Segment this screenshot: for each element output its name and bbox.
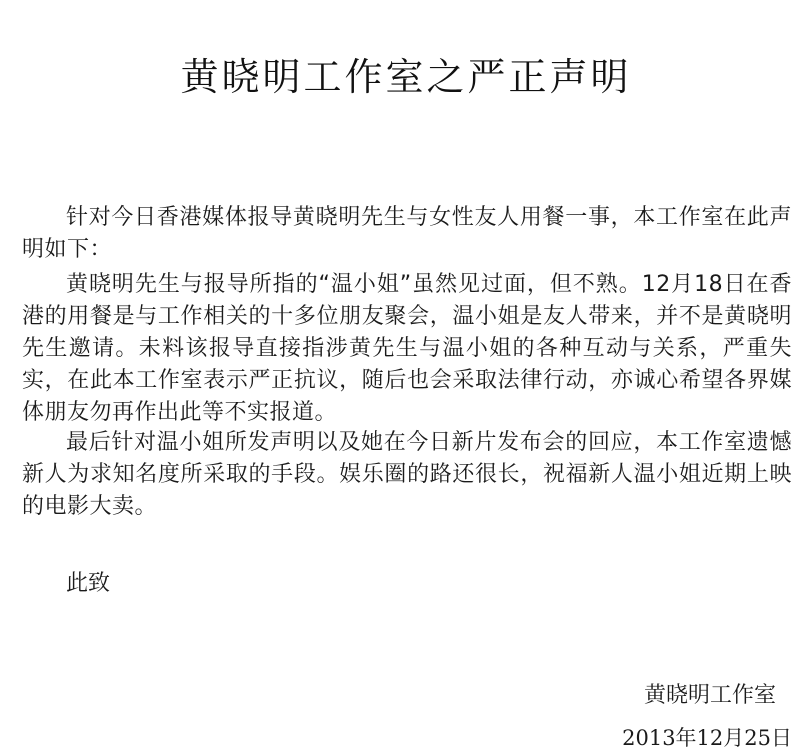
paragraph-clarification: 黄晓明先生与报导所指的“温小姐”虽然见过面，但不熟。12月18日在香港的用餐是与工作相关的十多位朋友聚会，温小姐是友人带来，并不是黄晓明先生邀请。未料该报导直接指涉黄先生与温小姐的各种互动与关系，严重失实，在此本工作室表示严正抗议，随后也会采取法律行动，亦诚心希望各界媒体朋友勿再作出此等不实报道。	[22, 272, 792, 425]
paragraph-intro: 针对今日香港媒体报导黄晓明先生与女性友人用餐一事，本工作室在此声明如下：	[22, 205, 792, 262]
signature: 黄晓明工作室	[643, 683, 776, 708]
closing-salutation: 此致	[66, 571, 111, 596]
paragraph-response: 最后针对温小姐所发声明以及她在今日新片发布会的回应，本工作室遗憾新人为求知名度所采取的手段。娱乐圈的路还很长，祝福新人温小姐近期上映的电影大卖。	[22, 430, 792, 519]
document-date: 2013年12月25日	[622, 726, 792, 750]
document-title: 黄晓明工作室之严正声明	[180, 55, 632, 99]
